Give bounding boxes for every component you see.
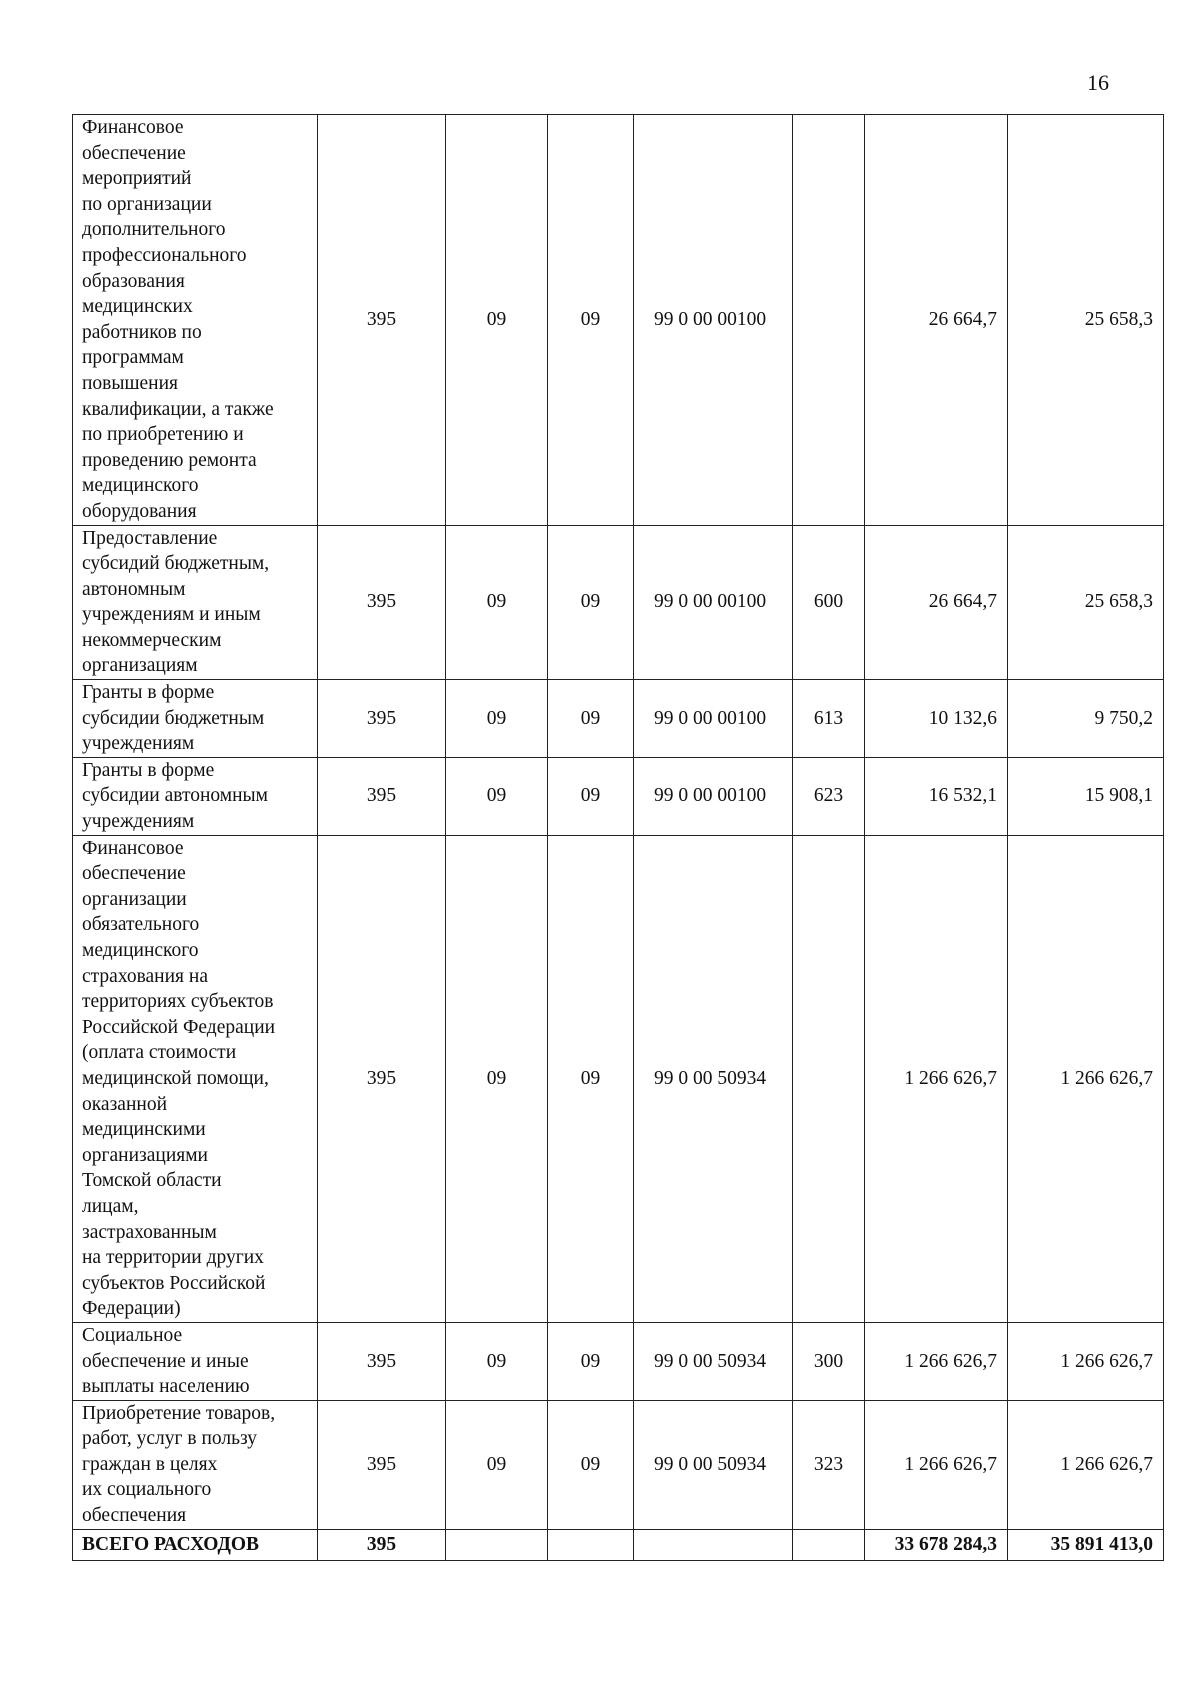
ministry-code: 395 bbox=[318, 115, 446, 526]
table-row bbox=[73, 835, 1164, 1322]
table-row bbox=[73, 1400, 1164, 1529]
section-code: 09 bbox=[446, 1400, 548, 1529]
sum-year-2: 1 266 626,7 bbox=[1008, 835, 1164, 1322]
budget-table bbox=[72, 114, 1164, 1561]
table-row bbox=[73, 680, 1164, 758]
sum-year-2: 1 266 626,7 bbox=[1008, 1322, 1164, 1400]
total-row bbox=[73, 1529, 1164, 1560]
target-article: 99 0 00 00100 bbox=[634, 680, 793, 758]
total-ministry-code: 395 bbox=[318, 1529, 446, 1560]
target-article: 99 0 00 00100 bbox=[634, 757, 793, 835]
subsection-code: 09 bbox=[548, 680, 634, 758]
empty-cell bbox=[793, 1529, 865, 1560]
table-row bbox=[73, 525, 1164, 680]
subsection-code: 09 bbox=[548, 115, 634, 526]
row-name: Финансовое обеспечение организации обязательного медицинского страхования на территориях субъектов Российской Федерации (оплата стоимости медицинской помощи, оказанной медицинскими организациями Томской области лицам, застрахованным на территории других субъектов Российской Федерации) bbox=[73, 835, 318, 1322]
subsection-code: 09 bbox=[548, 757, 634, 835]
ministry-code: 395 bbox=[318, 835, 446, 1322]
total-sum-year-2: 35 891 413,0 bbox=[1008, 1529, 1164, 1560]
total-label: ВСЕГО РАСХОДОВ bbox=[73, 1529, 318, 1560]
target-article: 99 0 00 50934 bbox=[634, 1400, 793, 1529]
sum-year-1: 26 664,7 bbox=[865, 115, 1008, 526]
sum-year-2: 1 266 626,7 bbox=[1008, 1400, 1164, 1529]
expense-type: 300 bbox=[793, 1322, 865, 1400]
row-name: Предоставление субсидий бюджетным, автономным учреждениям и иным некоммерческим организациям bbox=[73, 525, 318, 680]
empty-cell bbox=[548, 1529, 634, 1560]
ministry-code: 395 bbox=[318, 1322, 446, 1400]
expense-type: 623 bbox=[793, 757, 865, 835]
total-sum-year-1: 33 678 284,3 bbox=[865, 1529, 1008, 1560]
target-article: 99 0 00 00100 bbox=[634, 115, 793, 526]
target-article: 99 0 00 00100 bbox=[634, 525, 793, 680]
subsection-code: 09 bbox=[548, 1322, 634, 1400]
row-name: Финансовое обеспечение мероприятий по организации дополнительного профессионального образования медицинских работников по программам повышения квалификации, а также по приобретению и проведению ремонта медицинского оборудования bbox=[73, 115, 318, 526]
sum-year-2: 25 658,3 bbox=[1008, 525, 1164, 680]
sum-year-1: 10 132,6 bbox=[865, 680, 1008, 758]
section-code: 09 bbox=[446, 1322, 548, 1400]
expense-type: 600 bbox=[793, 525, 865, 680]
table-row bbox=[73, 1322, 1164, 1400]
subsection-code: 09 bbox=[548, 1400, 634, 1529]
row-name: Гранты в форме субсидии автономным учреждениям bbox=[73, 757, 318, 835]
expense-type bbox=[793, 115, 865, 526]
ministry-code: 395 bbox=[318, 757, 446, 835]
expense-type: 323 bbox=[793, 1400, 865, 1529]
sum-year-2: 9 750,2 bbox=[1008, 680, 1164, 758]
subsection-code: 09 bbox=[548, 835, 634, 1322]
section-code: 09 bbox=[446, 757, 548, 835]
expense-type bbox=[793, 835, 865, 1322]
sum-year-2: 25 658,3 bbox=[1008, 115, 1164, 526]
sum-year-1: 26 664,7 bbox=[865, 525, 1008, 680]
row-name: Приобретение товаров, работ, услуг в пользу граждан в целях их социального обеспечения bbox=[73, 1400, 318, 1529]
section-code: 09 bbox=[446, 115, 548, 526]
empty-cell bbox=[634, 1529, 793, 1560]
subsection-code: 09 bbox=[548, 525, 634, 680]
target-article: 99 0 00 50934 bbox=[634, 1322, 793, 1400]
table-row bbox=[73, 757, 1164, 835]
sum-year-1: 1 266 626,7 bbox=[865, 1322, 1008, 1400]
section-code: 09 bbox=[446, 525, 548, 680]
table-row bbox=[73, 115, 1164, 526]
expense-type: 613 bbox=[793, 680, 865, 758]
ministry-code: 395 bbox=[318, 525, 446, 680]
ministry-code: 395 bbox=[318, 680, 446, 758]
target-article: 99 0 00 50934 bbox=[634, 835, 793, 1322]
sum-year-1: 1 266 626,7 bbox=[865, 835, 1008, 1322]
section-code: 09 bbox=[446, 680, 548, 758]
sum-year-1: 16 532,1 bbox=[865, 757, 1008, 835]
row-name: Социальное обеспечение и иные выплаты населению bbox=[73, 1322, 318, 1400]
ministry-code: 395 bbox=[318, 1400, 446, 1529]
page-number: 16 bbox=[1087, 70, 1109, 95]
row-name: Гранты в форме субсидии бюджетным учреждениям bbox=[73, 680, 318, 758]
section-code: 09 bbox=[446, 835, 548, 1322]
sum-year-1: 1 266 626,7 bbox=[865, 1400, 1008, 1529]
empty-cell bbox=[446, 1529, 548, 1560]
sum-year-2: 15 908,1 bbox=[1008, 757, 1164, 835]
